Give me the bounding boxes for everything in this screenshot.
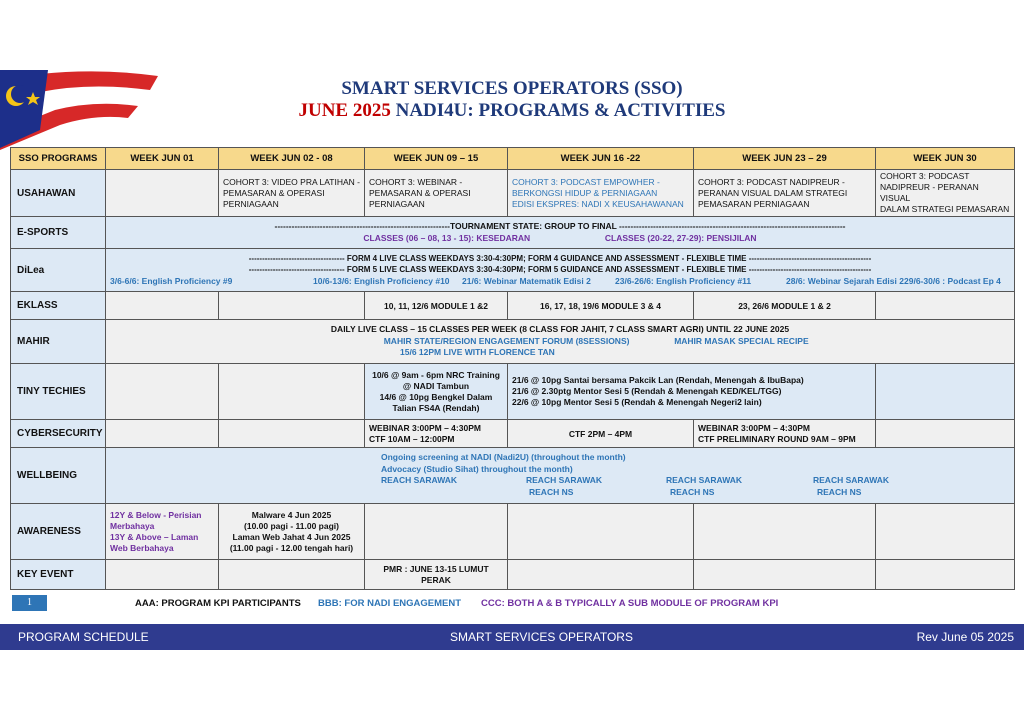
row-label: AWARENESS [11,504,106,560]
cell-line: PEMASARAN & OPERASI [369,187,471,198]
cell-line: CTF PRELIMINARY ROUND 9AM – 9PM [698,433,856,444]
cell-line: Ongoing screening at NADI (Nadi2U) (throughout the month) [381,452,626,462]
row-label: KEY EVENT [11,560,106,590]
esports-span-cell [106,217,1015,249]
reach-sarawak-line [110,475,1010,487]
row-label: TINY TECHIES [11,364,106,420]
cyber-week3-cell [365,420,508,448]
empty-cell [876,292,1015,320]
table-header-row [11,148,1015,170]
note-aaa: AAA: PROGRAM KPI PARTICIPANTS [135,598,301,609]
empty-cell [876,560,1015,590]
mahir-masak: MAHIR MASAK SPECIAL RECIPE [674,335,809,346]
tiny-week45-cell [508,364,876,420]
cyber-week5-cell [694,420,876,448]
empty-cell [876,364,1015,420]
empty-cell [694,504,876,560]
cell-line: Advocacy (Studio Sihat) throughout the month) [381,463,573,474]
mahir-forum: MAHIR STATE/REGION ENGAGEMENT FORUM (8SESSIONS) [383,335,630,346]
mahir-span-cell [106,320,1015,364]
cell-line: DAILY LIVE CLASS – 15 CLASSES PER WEEK (8 CLASS FOR JAHIT, 7 CLASS SMART AGRI) UNTIL 22 JUNE 2025 [330,324,790,335]
cell-line: 13Y & Above – Laman [110,531,199,542]
cell-line: Malware 4 Jun 2025 [251,509,332,520]
cell-line: --------------------------------------------------------------TOURNAMENT STATE: GROUP TO FINAL -------------------------------------------------------------------------------- [274,221,846,231]
dilea-item: 23/6-26/6: English Proficiency #11 [615,275,752,286]
empty-cell [508,504,694,560]
empty-cell [365,504,508,560]
dilea-item: 28/6: Webinar Sejarah Edisi 2 [786,275,904,286]
cell-line: 22/6 @ 10pg Mentor Sesi 5 (Rendah & Menengah Negeri2 lain) [512,397,762,407]
cell-line: ------------------------------------ FORM 5 LIVE CLASS WEEKDAYS 3:30-4:30PM; FORM 5 GUIDANCE AND ASSESSMENT - FLEXIBLE TIME ---------------------------------------------- [248,265,872,274]
table-row [11,320,1015,364]
tiny-week3-cell [365,364,508,420]
usahawan-week6-cell [876,170,1015,217]
subtitle-text: NADI4U: PROGRAMS & ACTIVITIES [395,100,726,121]
empty-cell [694,560,876,590]
eklass-week3-cell: 10, 11, 12/6 MODULE 1 &2 [365,292,508,320]
reach-ns-line [110,487,1010,499]
cell-line: EDISI EKSPRES: NADI X KEUSAHAWANAN [512,198,684,209]
cell-line: 21/6 @ 2.30ptg Mentor Sesi 5 (Rendah & Menengah KED/KEL/TGG) [512,386,782,396]
reach-sarawak: REACH SARAWAK [666,475,743,485]
dilea-item: 29/6-30/6 : Podcast Ep 4 [904,275,1001,286]
empty-cell [219,420,365,448]
cell-line: Laman Web Jahat 4 Jun 2025 [232,531,351,542]
usahawan-week3-cell [365,170,508,217]
cell-line: 15/6 12PM LIVE WITH FLORENCE TAN [400,347,555,358]
reach-sarawak: REACH SARAWAK [526,475,603,485]
reach-ns: REACH NS [670,487,715,497]
table-row [11,364,1015,420]
cell-line: WEBINAR 3:00PM – 4:30PM [698,422,810,433]
awareness-week2-cell [219,504,365,560]
cell-line [110,233,1010,245]
empty-cell [876,420,1015,448]
cell-line: PEMASARAN PERNIAGAAN [698,198,810,209]
cell-line: PERANAN VISUAL DALAM STRATEGI [698,187,848,198]
empty-cell [106,170,219,217]
cell-line: 14/6 @ 10pg Bengkel Dalam [379,391,493,402]
table-row [11,249,1015,292]
eklass-week5-cell: 23, 26/6 MODULE 1 & 2 [694,292,876,320]
table-row [11,448,1015,504]
cell-line: 12Y & Below - Perisian [110,509,202,520]
subtitle-month: JUNE 2025 [298,100,391,121]
reach-ns: REACH NS [529,487,574,497]
cell-line: COHORT 3: PODCAST [880,171,970,181]
row-label: E-SPORTS [11,217,106,249]
column-header: WEEK JUN 09 – 15 [365,148,508,170]
table-row [11,217,1015,249]
page-number: 1 [12,595,47,611]
usahawan-week2-cell [219,170,365,217]
cell-line: COHORT 3: PODCAST NADIPREUR - [698,176,845,187]
reach-ns: REACH NS [817,487,862,497]
empty-cell [219,364,365,420]
cell-line: PMR : JUNE 13-15 LUMUT [383,563,489,574]
cell-line: PERNIAGAAN [369,198,425,209]
page-subtitle [0,100,1024,122]
cell-line: COHORT 3: WEBINAR - [369,176,463,187]
wellbeing-span-cell [106,448,1015,504]
cell-line: Merbahaya [110,520,155,531]
cell-line: Talian FS4A (Rendah) [392,402,480,413]
usahawan-week5-cell [694,170,876,217]
cell-line: ------------------------------------ FORM 4 LIVE CLASS WEEKDAYS 3:30-4:30PM; FORM 4 GUIDANCE AND ASSESSMENT - FLEXIBLE TIME ---------------------------------------------- [248,253,872,263]
bottom-center-text: SMART SERVICES OPERATORS [450,630,633,644]
cell-line: @ NADI Tambun [402,380,470,391]
bottom-bar [0,624,1024,650]
table-row [11,504,1015,560]
column-header: WEEK JUN 01 [106,148,219,170]
column-header: WEEK JUN 16 -22 [508,148,694,170]
empty-cell [106,364,219,420]
cyber-week4-cell: CTF 2PM – 4PM [508,420,694,448]
cell-line: COHORT 3: VIDEO PRA LATIHAN - [223,176,360,187]
cell-line: PERAK [421,574,451,585]
dilea-item: 10/6-13/6: English Proficiency #10 [313,275,450,286]
note-bbb: BBB: FOR NADI ENGAGEMENT [318,598,462,609]
table-row [11,170,1015,217]
schedule-table [10,147,1015,590]
reach-sarawak: REACH SARAWAK [813,475,890,485]
column-header: WEEK JUN 02 - 08 [219,148,365,170]
dilea-items-line [110,276,1010,288]
empty-cell [219,560,365,590]
empty-cell [219,292,365,320]
row-label: DiLea [11,249,106,292]
column-header: WEEK JUN 30 [876,148,1015,170]
column-header: SSO PROGRAMS [11,148,106,170]
row-label: EKLASS [11,292,106,320]
reach-sarawak: REACH SARAWAK [381,475,458,485]
cell-line [110,336,1010,348]
empty-cell [508,560,694,590]
cell-line: PEMASARAN & OPERASI [223,187,325,198]
empty-cell [106,292,219,320]
bottom-right-text: Rev June 05 2025 [916,630,1014,644]
row-label: WELLBEING [11,448,106,504]
empty-cell [106,420,219,448]
esports-kesedaran: CLASSES (06 – 08, 13 - 15): KESEDARAN [363,232,531,243]
row-label: USAHAWAN [11,170,106,217]
table-row [11,420,1015,448]
cell-line: WEBINAR 3:00PM – 4:30PM [369,422,481,433]
dilea-item: 3/6-6/6: English Proficiency #9 [110,275,233,286]
awareness-week1-cell [106,504,219,560]
empty-cell [876,504,1015,560]
dilea-span-cell [106,249,1015,292]
row-label: CYBERSECURITY [11,420,106,448]
cell-line: BERKONGSI HIDUP & PERNIAGAAN [512,187,658,198]
column-header: WEEK JUN 23 – 29 [694,148,876,170]
row-label: MAHIR [11,320,106,364]
cell-line: 10/6 @ 9am - 6pm NRC Training [372,369,500,380]
cell-line: CTF 10AM – 12:00PM [369,433,455,444]
note-ccc: CCC: BOTH A & B TYPICALLY A SUB MODULE OF PROGRAM KPI [481,598,779,609]
cell-line: (11.00 pagi - 12.00 tengah hari) [229,542,354,553]
empty-cell [106,560,219,590]
usahawan-week4-cell [508,170,694,217]
esports-pensijilan: CLASSES (20-22, 27-29): PENSIJILAN [604,232,757,243]
cell-line: COHORT 3: PODCAST EMPOWHER - [512,176,660,187]
page-title: SMART SERVICES OPERATORS (SSO) [341,78,683,99]
cell-line: PERNIAGAAN [223,198,279,209]
table-row [11,560,1015,590]
table-row [11,292,1015,320]
cell-line: 21/6 @ 10pg Santai bersama Pakcik Lan (Rendah, Menengah & IbuBapa) [512,375,804,385]
cell-line: (10.00 pagi - 11.00 pagi) [244,520,339,531]
cell-line: Web Berbahaya [110,542,174,553]
keyevent-week3-cell [365,560,508,590]
cell-line: NADIPREUR - PERANAN VISUAL [880,182,979,203]
eklass-week4-cell: 16, 17, 18, 19/6 MODULE 3 & 4 [508,292,694,320]
dilea-item: 21/6: Webinar Matematik Edisi 2 [462,275,591,286]
cell-line: DALAM STRATEGI PEMASARAN [880,204,1010,214]
bottom-left-text: PROGRAM SCHEDULE [18,630,149,644]
